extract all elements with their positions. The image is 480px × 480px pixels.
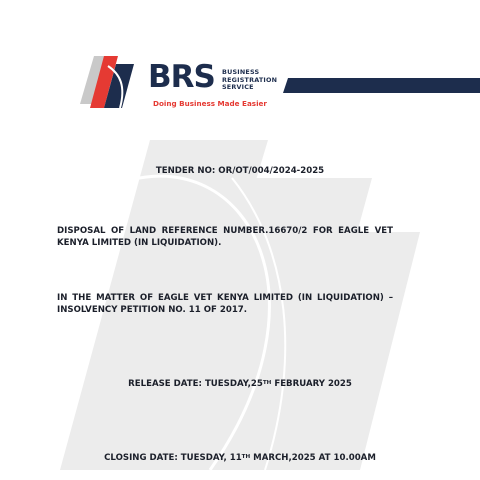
- closing-date-rest: MARCH,2025 AT 10.00AM: [250, 453, 376, 463]
- matter-line-1: IN THE MATTER OF EAGLE VET KENYA LIMITED (IN LIQUIDATION) –: [57, 293, 393, 303]
- brand-fullname-line: REGISTRATION: [222, 75, 278, 84]
- closing-date-ordinal: TH: [241, 454, 251, 460]
- subject-line-2: KENYA LIMITED (IN LIQUIDATION).: [57, 238, 222, 248]
- closing-date: [0, 452, 480, 464]
- closing-date-prefix: CLOSING DATE: TUESDAY, 11: [104, 453, 242, 463]
- brand-fullname-line: BUSINESS: [222, 68, 260, 76]
- brand-fullname-line: SERVICE: [222, 83, 254, 92]
- brand-tagline: Doing Business Made Easier: [153, 99, 267, 108]
- release-date-prefix: RELEASE DATE: TUESDAY,25: [128, 379, 263, 389]
- matter-line-2: INSOLVENCY PETITION NO. 11 OF 2017.: [57, 305, 248, 315]
- release-date: [0, 378, 480, 390]
- release-date-ordinal: TH: [262, 380, 272, 386]
- brand-name: BRS: [148, 59, 215, 95]
- release-date-rest: FEBRUARY 2025: [271, 379, 352, 389]
- tender-number: TENDER NO: OR/OT/004/2024-2025: [155, 166, 325, 176]
- subject-line-1: DISPOSAL OF LAND REFERENCE NUMBER.16670/2 FOR EAGLE VET: [57, 226, 393, 236]
